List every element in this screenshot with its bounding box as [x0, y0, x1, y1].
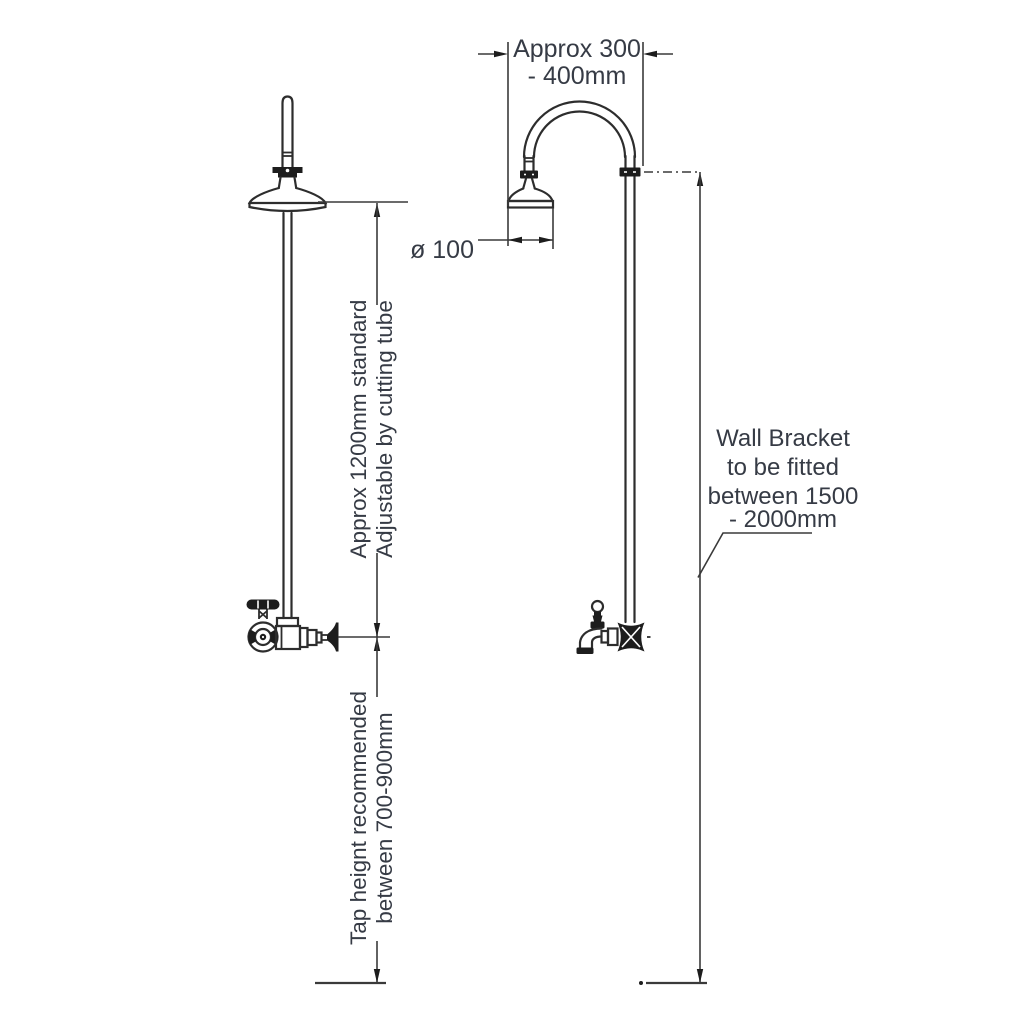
head-neck [523, 179, 535, 189]
arrow-right [494, 51, 508, 57]
shower-head-bell [509, 189, 553, 202]
floor-ref-dot [639, 981, 643, 985]
arrow-left [508, 237, 522, 243]
riser-note-line1: Approx 1200mm standard [346, 299, 371, 559]
shower-head-bell [250, 188, 326, 203]
wall-bracket-note-line2: to be fitted [726, 454, 840, 481]
right-fixture-front-view [508, 102, 651, 655]
labels [346, 35, 858, 945]
wall-bracket-note-line4: - 2000mm [728, 506, 838, 533]
head-collar [520, 171, 538, 179]
shower-head-rim [508, 201, 553, 208]
wall-bracket-note-line1: Wall Bracket [716, 425, 850, 452]
wall-bracket-note-line3: between 1500 [707, 483, 859, 510]
top-width-label-line1: Approx 300 [513, 35, 641, 63]
tap-valve-wheel [248, 623, 277, 652]
note-leader-line [698, 533, 812, 578]
top-width-label-line2: - 400mm [527, 62, 627, 90]
head-diameter-label: ø 100 [410, 236, 474, 264]
tap-height-note-line2: between 700-900mm [372, 712, 397, 924]
gooseneck-inner [534, 112, 625, 157]
collar-highlight [286, 169, 290, 173]
arrow-right [539, 237, 553, 243]
tap-height-note-line1: Tap heignt recommended [346, 691, 371, 945]
head-neck [279, 178, 296, 189]
tap-cross-handle [247, 600, 280, 620]
arrow-left [643, 51, 657, 57]
arrow-down [697, 969, 703, 983]
bib-tap-front [577, 601, 651, 654]
spout-outlet [577, 648, 594, 655]
arrow-down [374, 623, 380, 637]
gooseneck-outer [524, 102, 635, 158]
tap-body [276, 618, 339, 652]
shower-head-rim [250, 203, 326, 211]
riser-note-line2: Adjustable by cutting tube [372, 300, 397, 558]
tap-spout [580, 629, 602, 648]
left-fixture-side-view [247, 97, 339, 652]
arrow-down [374, 969, 380, 983]
wall-flange [327, 623, 339, 652]
tap-handle-ball [592, 601, 603, 612]
wall-bracket-collar [620, 168, 641, 177]
